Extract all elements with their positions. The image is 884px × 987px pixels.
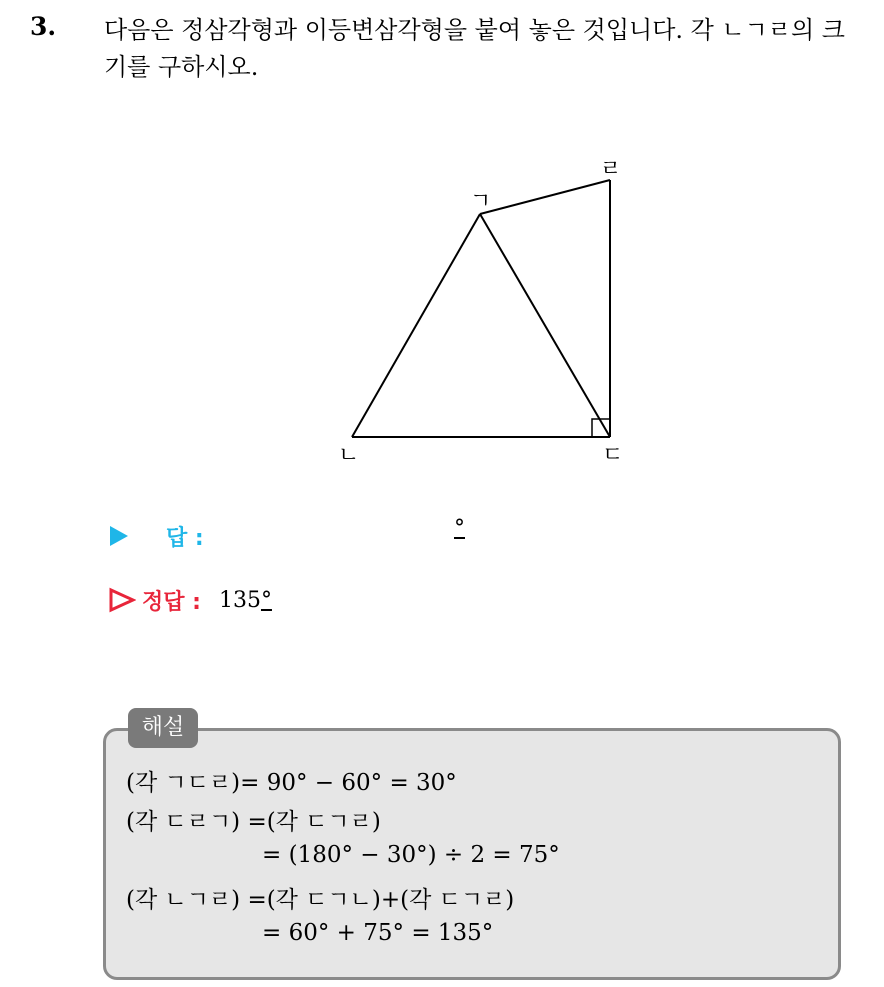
question-number: 3. [30, 12, 57, 41]
segment-ng [352, 214, 480, 437]
segment-gr [480, 180, 610, 214]
solution-line-4: (각 ㄴㄱㄹ) =(각 ㄷㄱㄴ)+(각 ㄷㄱㄹ) [126, 887, 515, 913]
vertex-label-g: ㄱ [470, 189, 492, 214]
play-arrow-icon [108, 524, 130, 548]
correct-answer [219, 588, 272, 613]
solution-line-3: = (180° − 30°) ÷ 2 = 75° [262, 842, 560, 868]
solution-line-2: (각 ㄷㄹㄱ) =(각 ㄷㄱㄹ) [126, 809, 381, 835]
answer-label: 답 : [166, 525, 204, 551]
triangle-figure [320, 140, 640, 474]
segment-gd [480, 214, 610, 437]
correct-row [108, 580, 272, 620]
question-text: 다음은 정삼각형과 이등변삼각형을 붙여 놓은 것입니다. 각 ㄴㄱㄹ의 크기를 구하시오. [104, 16, 845, 81]
correct-unit: ° [260, 587, 272, 613]
solution-tag: 해설 [128, 708, 198, 748]
vertex-label-n: ㄴ [338, 443, 360, 468]
answer-row [108, 516, 204, 556]
answer-unit: ° [454, 516, 465, 541]
vertex-label-r: ㄹ [600, 157, 622, 182]
correct-value: 135 [218, 587, 261, 613]
vertex-label-d: ㄷ [602, 443, 624, 468]
play-outline-arrow-icon [108, 587, 136, 613]
solution-line-1: (각 ㄱㄷㄹ)= 90° − 60° = 30° [126, 770, 457, 796]
solution-line-5: = 60° + 75° = 135° [262, 920, 494, 946]
correct-label: 정답 : [142, 589, 201, 615]
